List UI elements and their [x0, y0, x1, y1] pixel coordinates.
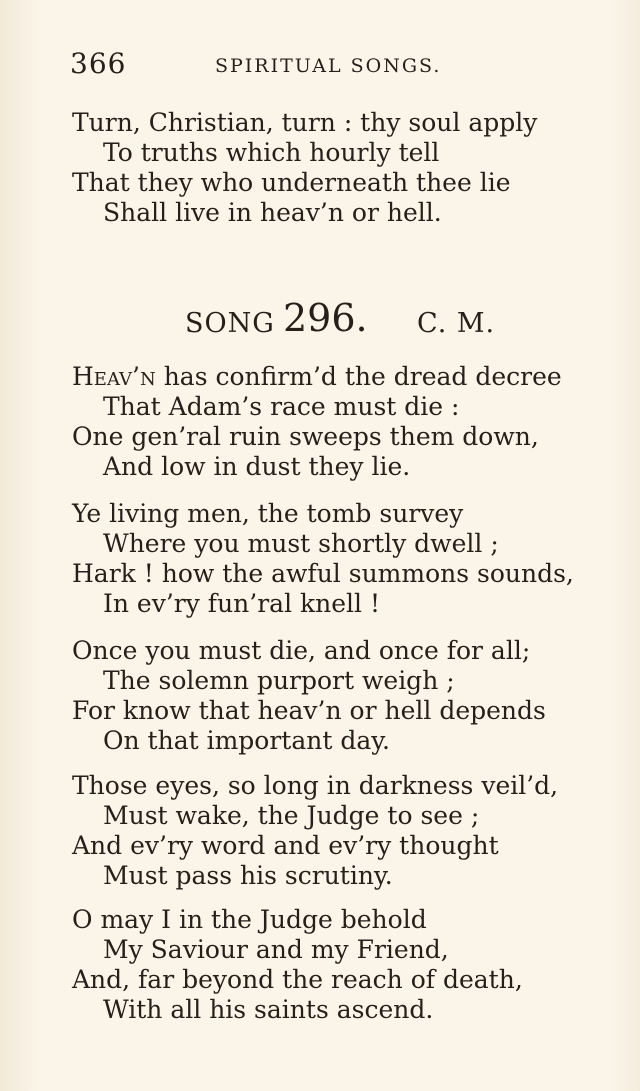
song-label: SONG: [185, 308, 275, 339]
stanza-line-rest: has confirm’d the dread decree: [155, 362, 562, 391]
stanza-line: And ev’ry word and ev’ry thought: [72, 831, 499, 860]
stanza-line: [72, 362, 562, 392]
stanza-line: Once you must die, and once for all;: [72, 636, 531, 665]
stanza-line: In ev’ry fun’ral knell !: [103, 589, 381, 618]
stanza-line: Must pass his scrutiny.: [103, 861, 393, 890]
stanza-line: My Saviour and my Friend,: [103, 935, 449, 964]
stanza-line: To truths which hourly tell: [103, 138, 440, 167]
stanza-line: On that important day.: [103, 726, 390, 755]
stanza-line: That Adam’s race must die :: [103, 392, 460, 421]
stanza-line: And, far beyond the reach of death,: [72, 965, 523, 994]
stanza-line: The solemn purport weigh ;: [103, 666, 455, 695]
page-header: [70, 45, 570, 85]
page-number: 366: [70, 47, 127, 80]
running-head: SPIRITUAL SONGS.: [215, 55, 442, 77]
stanza-line: Turn, Christian, turn : thy soul apply: [72, 108, 538, 137]
stanza-line: Those eyes, so long in darkness veil’d,: [72, 771, 559, 800]
song-heading: [0, 296, 640, 346]
stanza-line: Shall live in heav’n or hell.: [103, 198, 442, 227]
stanza-line: And low in dust they lie.: [103, 452, 411, 481]
stanza-line: O may I in the Judge behold: [72, 905, 427, 934]
stanza-line: With all his saints ascend.: [103, 995, 434, 1024]
song-number: 296.: [283, 296, 368, 340]
stanza-line: Ye living men, the tomb survey: [72, 499, 464, 528]
stanza-line: Must wake, the Judge to see ;: [103, 801, 480, 830]
song-meter: C. M.: [417, 308, 496, 339]
stanza-line: Where you must shortly dwell ;: [103, 529, 499, 558]
stanza-line: For know that heav’n or hell depends: [72, 696, 546, 725]
stanza-line: One gen’ral ruin sweeps them down,: [72, 422, 539, 451]
stanza-line: That they who underneath thee lie: [72, 168, 511, 197]
first-word: Heav’n: [72, 362, 156, 391]
stanza-line: Hark ! how the awful summons sounds,: [72, 559, 574, 588]
